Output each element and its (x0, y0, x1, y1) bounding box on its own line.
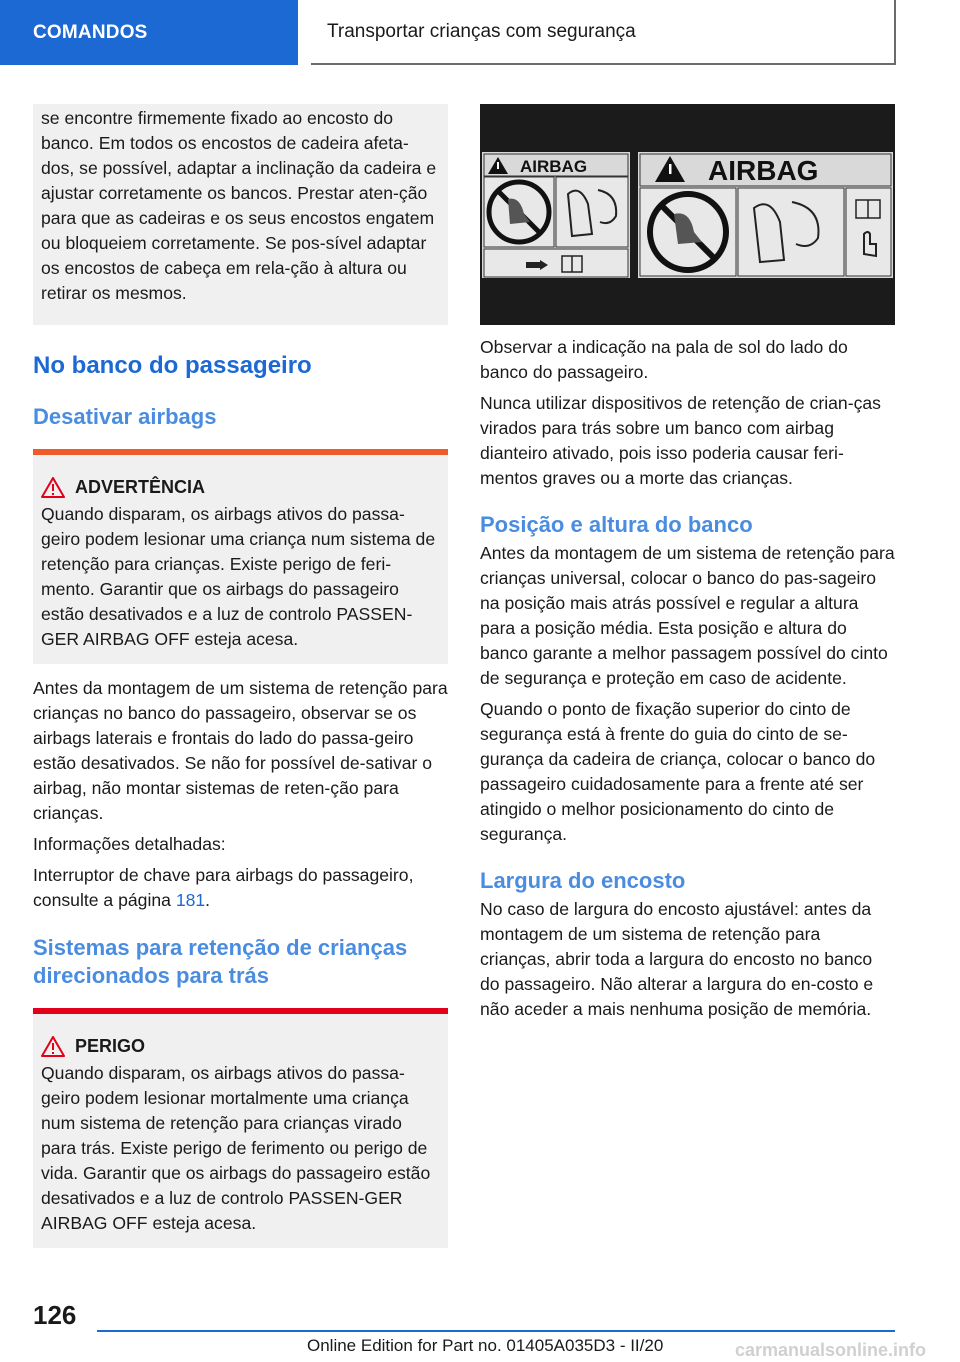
paragraph-never-use: Nunca utilizar dispositivos de retenção de crian-ças virados para trás sobre um banco com airbag dianteiro ativado, pois isso poderia causar feri-mentos graves ou a morte das crianças. (480, 393, 881, 488)
danger-box (33, 1008, 448, 1248)
key-switch-text: Interruptor de chave para airbags do passageiro, consulte a página (33, 865, 414, 910)
paragraph-belt-anchor: Quando o ponto de fixação superior do cinto de segurança está à frente do guia do cinto de se-gurança da cadeira de criança, colocar o banco do passageiro cuidadosamente para a frente até ser atingido o melhor posicionamento do cinto de segurança. (480, 699, 876, 844)
intro-note-text: se encontre firmemente fixado ao encosto do banco. Em todos os encostos de cadeira afeta-dos, se possível, adaptar a inclinação da cadeira e ajustar corretamente os bancos. Prestar aten-ção para que as cadeiras e os seus encostos engatem ou bloqueiem corretamente. Se pos-sível adaptar os encostos de cabeça em rela-ção à altura ou retirar os mesmos. (41, 108, 437, 303)
airbag-label-figure (480, 104, 895, 325)
large-airbag-label (638, 152, 893, 278)
danger-text: Quando disparam, os airbags ativos do passa-geiro podem lesionar mortalmente uma criança num sistema de retenção para crianças virado para trás. Existe perigo de ferimento ou perigo de vida. Garantir que os airbags do passageiro estão desativados e a luz de controlo PASSEN-GER AIRBAG OFF esteja acesa. (41, 1063, 431, 1233)
danger-title: PERIGO (75, 1036, 146, 1056)
paragraph-before-mounting: Antes da montagem de um sistema de retenção para crianças no banco do passageiro, observar se os airbags laterais e frontais do lado do passa-geiro estão desativados. Se não for possível de-sativar o airbag, não montar sistemas de reten-ção para crianças. (33, 678, 448, 823)
airbag-label-illustration (480, 104, 895, 325)
large-label-text: AIRBAG (708, 155, 819, 186)
footer-edition: Online Edition for Part no. 01405A035D3 - II/20 (307, 1336, 664, 1355)
subsection-title-rear-facing: Sistemas para retenção de crianças direcionados para trás (33, 935, 408, 988)
key-switch-suffix: . (205, 890, 211, 910)
small-label-text: AIRBAG (520, 157, 588, 176)
subsection-title-disable-airbags: Desativar airbags (33, 404, 217, 429)
header-section-tab (0, 0, 298, 65)
header-title-box (311, 0, 896, 65)
left-column (33, 104, 448, 1248)
subsection-title-backrest-width: Largura do encosto (480, 868, 686, 893)
header-section-label: COMANDOS (33, 21, 148, 43)
danger-triangle-icon (41, 1036, 65, 1057)
warning-triangle-icon (41, 477, 65, 498)
paragraph-sun-visor: Observar a indicação na pala de sol do lado do banco do passageiro. (480, 337, 848, 382)
section-title: No banco do passageiro (33, 352, 312, 379)
intro-note-box (33, 104, 448, 325)
paragraph-key-switch (33, 863, 448, 913)
subsection-title-seat-position: Posição e altura do banco (480, 512, 753, 537)
small-airbag-label (482, 152, 630, 278)
watermark: carmanualsonline.info (734, 1340, 926, 1360)
page-number: 126 (33, 1300, 77, 1330)
header-title: Transportar crianças com segurança (327, 20, 636, 42)
footer-divider (97, 1330, 895, 1332)
warning-box (33, 449, 448, 664)
paragraph-seat-position: Antes da montagem de um sistema de retenção para crianças universal, colocar o banco do pas-sageiro na posição mais atrás possível e regular a altura para a posição média. Esta posição e altura do banco garante a melhor passagem possível do cinto de segurança e proteção em caso de acidente. (480, 543, 895, 688)
paragraph-backrest-width: No caso de largura do encosto ajustável: antes da montagem de um sistema de retenção para crianças, abrir toda a largura do encosto no banco do passageiro. Não alterar a largura do en-costo e não aceder a mais nenhuma posição de memória. (480, 899, 874, 1019)
warning-title: ADVERTÊNCIA (75, 477, 206, 497)
paragraph-details-label: Informações detalhadas: (33, 834, 226, 854)
page-link[interactable]: 181 (175, 890, 206, 910)
right-column (480, 104, 895, 1022)
warning-text: Quando disparam, os airbags ativos do passa-geiro podem lesionar uma criança num sistema de retenção para crianças. Existe perigo de feri-mento. Garantir que os airbags do passageiro estão desativados e a luz de controlo PASSEN-GER AIRBAG OFF esteja acesa. (41, 504, 436, 649)
